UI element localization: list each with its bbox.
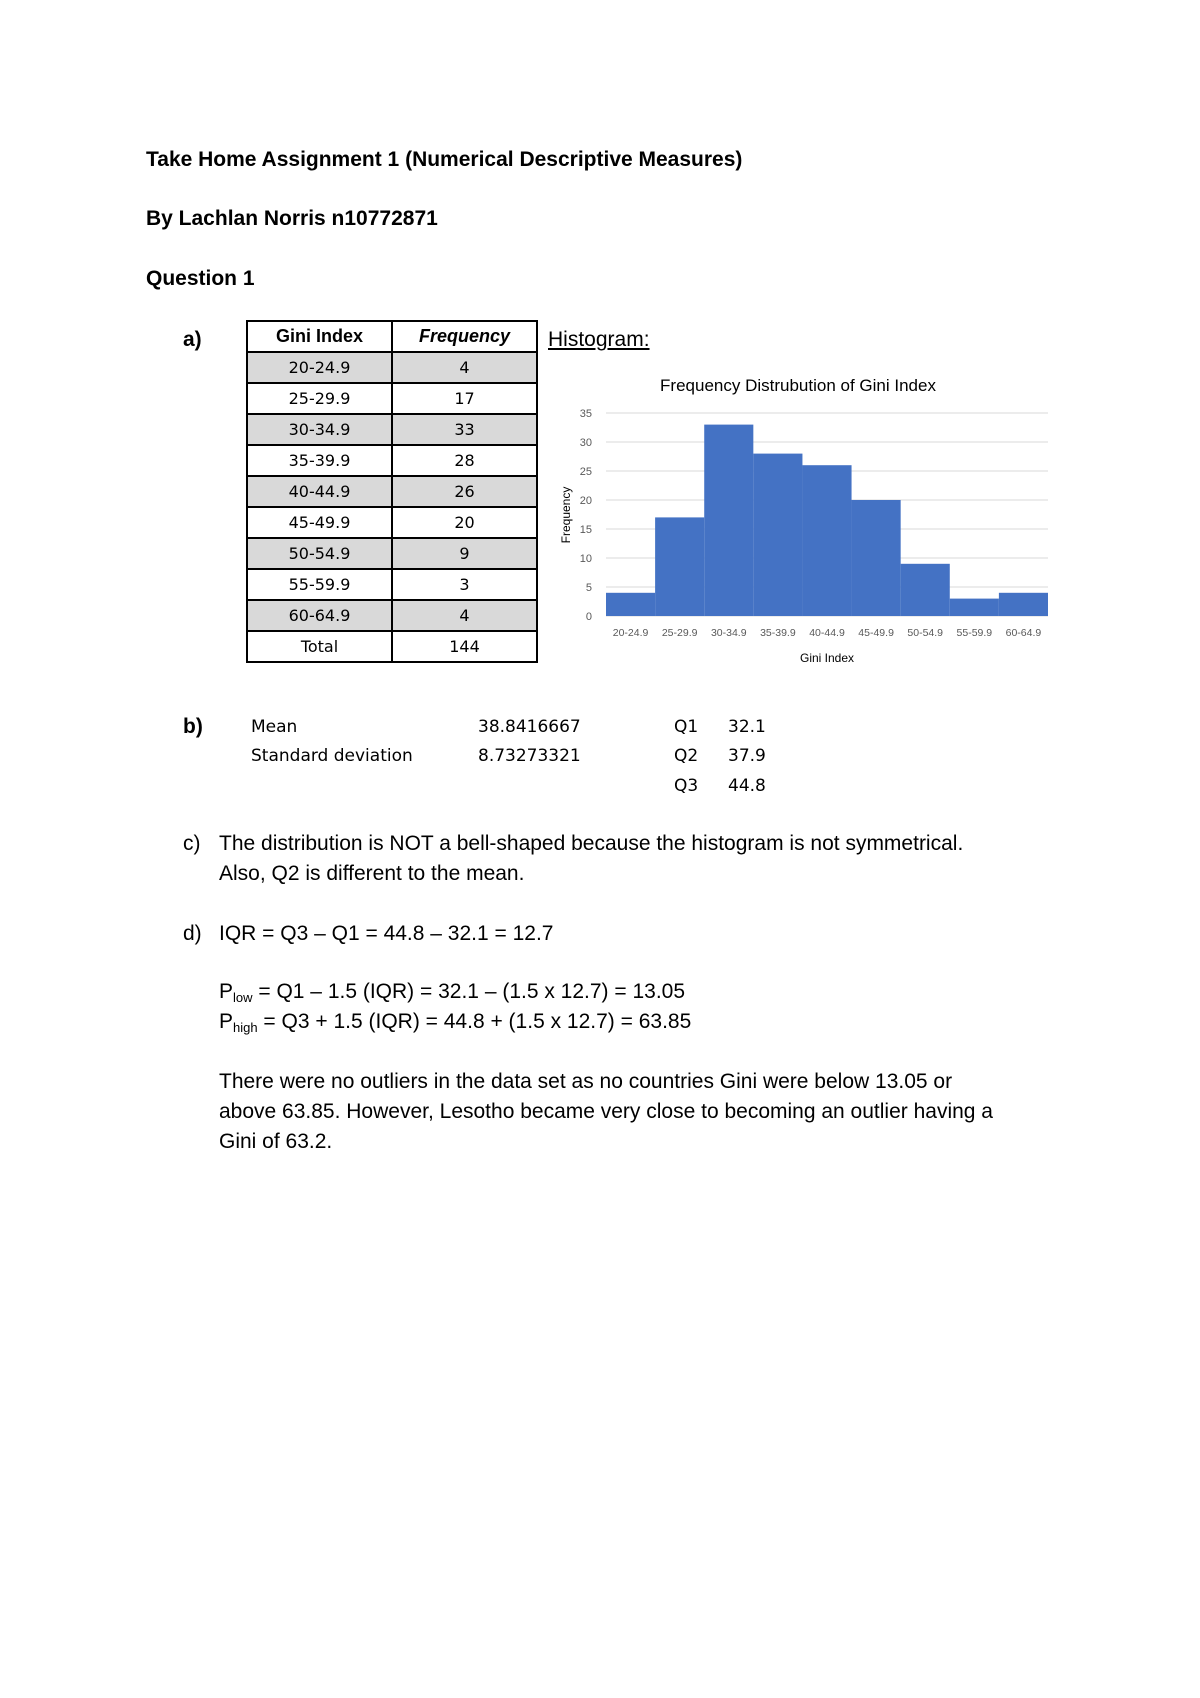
phigh-formula [219,1010,691,1035]
y-axis-label: Frequency [559,486,573,544]
table-row [247,445,537,476]
frequency-table [246,320,538,663]
outlier-paragraph-line-2: above 63.85. However, Lesotho became very close to becoming an outlier having a [219,1100,993,1123]
author-line: By Lachlan Norris n10772871 [146,207,438,230]
table-cell: 26 [392,476,537,507]
x-axis-label: Gini Index [799,651,855,665]
q2-label: Q2 [674,746,699,766]
phigh-subscript: high [233,1020,258,1035]
mean-value: 38.8416667 [478,717,581,737]
table-cell: 50-54.9 [247,538,392,569]
table-row [247,600,537,631]
table-cell: 55-59.9 [247,569,392,600]
q1-label: Q1 [674,717,699,737]
x-tick-label: 30-34.9 [710,627,747,639]
q1-value: 32.1 [728,717,766,737]
plow-formula [219,980,685,1005]
y-tick-label: 30 [579,437,592,449]
table-row [247,507,537,538]
histogram-bar [655,517,704,616]
table-header-row [247,321,537,352]
table-cell: 9 [392,538,537,569]
x-tick-label: 60-64.9 [1005,627,1042,639]
table-row [247,352,537,383]
histogram-label: Histogram: [548,328,650,351]
sd-label: Standard deviation [251,746,413,766]
table-cell: 20-24.9 [247,352,392,383]
histogram-bar [999,593,1048,616]
table-row [247,383,537,414]
table-total-row [247,631,537,662]
phigh-symbol: P [219,1010,234,1033]
question-heading: Question 1 [146,267,255,290]
q3-value: 44.8 [728,776,766,796]
plow-subscript: low [233,990,253,1005]
table-cell: 144 [392,631,537,662]
histogram-bar [950,599,999,616]
y-tick-label: 10 [579,553,592,565]
y-tick-label: 0 [585,611,592,623]
table-cell: 17 [392,383,537,414]
plow-symbol: P [219,980,234,1003]
x-tick-label: 35-39.9 [760,627,796,639]
table-cell: Total [247,631,392,662]
histogram-bar [802,465,851,616]
y-tick-label: 25 [579,466,592,478]
y-tick-label: 5 [585,582,592,594]
outlier-paragraph-line-3: Gini of 63.2. [219,1130,333,1153]
part-d-label: d) [183,922,202,945]
header-gini-index: Gini Index [247,321,392,352]
sd-value: 8.73273321 [478,746,581,766]
histogram-bar [704,425,753,616]
table-row [247,476,537,507]
part-c-line-2: Also, Q2 is different to the mean. [219,862,525,885]
plow-expression: = Q1 – 1.5 (IQR) = 32.1 – (1.5 x 12.7) = 13.05 [252,980,686,1003]
document-title: Take Home Assignment 1 (Numerical Descriptive Measures) [146,148,743,171]
table-cell: 30-34.9 [247,414,392,445]
x-tick-label: 55-59.9 [956,627,993,639]
x-tick-label: 45-49.9 [858,627,894,639]
x-tick-label: 25-29.9 [661,627,698,639]
y-tick-label: 15 [579,524,592,536]
q3-label: Q3 [674,776,699,796]
part-a-label: a) [183,328,202,351]
table-cell: 35-39.9 [247,445,392,476]
table-row [247,414,537,445]
table-row [247,538,537,569]
table-cell: 40-44.9 [247,476,392,507]
part-c-label: c) [183,832,201,855]
histogram-bar [852,500,901,616]
table-cell: 25-29.9 [247,383,392,414]
x-tick-labels [613,627,1042,639]
q2-value: 37.9 [728,746,766,766]
x-tick-label: 40-44.9 [809,627,845,639]
mean-label: Mean [251,717,298,737]
phigh-expression: = Q3 + 1.5 (IQR) = 44.8 + (1.5 x 12.7) = 63.85 [257,1010,692,1033]
y-tick-labels [580,408,592,623]
y-tick-label: 20 [579,495,592,507]
table-cell: 45-49.9 [247,507,392,538]
iqr-formula: IQR = Q3 – Q1 = 44.8 – 32.1 = 12.7 [219,922,554,945]
header-frequency: Frequency [392,321,537,352]
table-cell: 3 [392,569,537,600]
histogram-bar [606,593,655,616]
table-cell: 4 [392,600,537,631]
histogram-bar [753,454,802,616]
table-cell: 28 [392,445,537,476]
table-row [247,569,537,600]
x-tick-label: 50-54.9 [907,627,944,639]
table-cell: 33 [392,414,537,445]
part-c-line-1: The distribution is NOT a bell-shaped because the histogram is not symmetrical. [219,832,964,855]
y-tick-label: 35 [579,408,592,420]
x-tick-label: 20-24.9 [612,627,649,639]
outlier-paragraph-line-1: There were no outliers in the data set as no countries Gini were below 13.05 or [219,1070,953,1093]
table-cell: 4 [392,352,537,383]
table-cell: 20 [392,507,537,538]
chart-title: Frequency Distrubution of Gini Index [660,376,936,395]
histogram-chart [548,360,1068,670]
table-cell: 60-64.9 [247,600,392,631]
part-b-label: b) [183,715,203,738]
histogram-bar [901,564,950,616]
